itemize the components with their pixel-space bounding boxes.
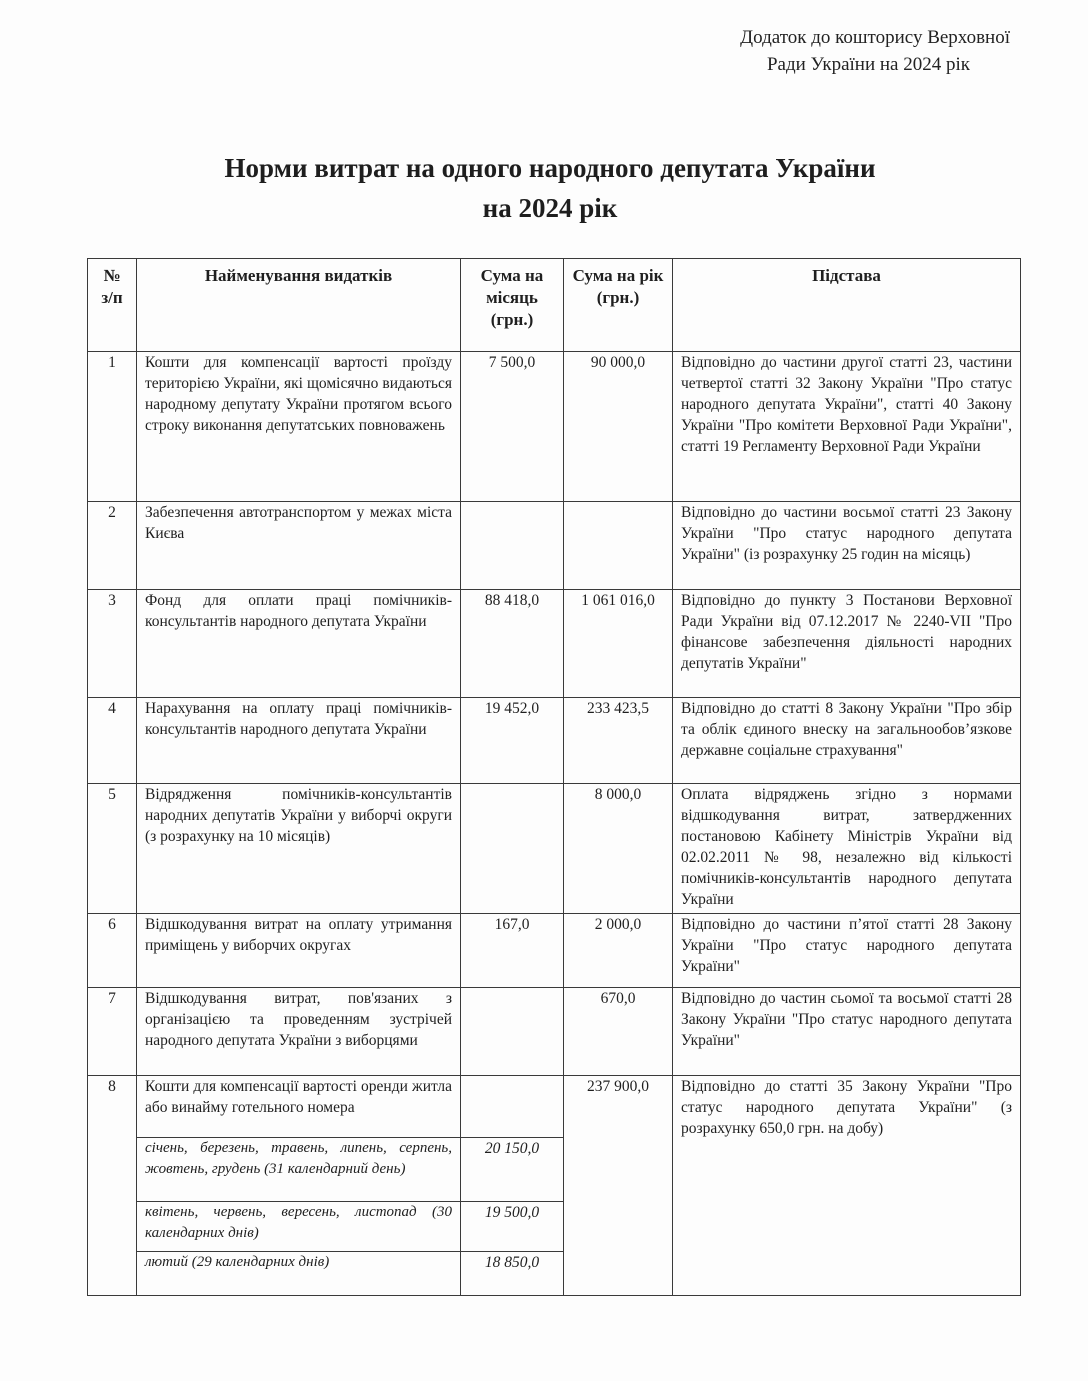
row-num: 5 xyxy=(88,784,137,914)
table-row xyxy=(88,784,1021,914)
row-year: 90 000,0 xyxy=(564,352,673,502)
sub-row-month-amount: 18 850,0 xyxy=(461,1252,564,1296)
row-year: 237 900,0 xyxy=(564,1076,673,1296)
norms-table xyxy=(87,258,1021,1296)
title-line-2: на 2024 рік xyxy=(482,193,618,223)
row-month xyxy=(461,1076,564,1138)
row-month: 19 452,0 xyxy=(461,698,564,784)
row-name: Кошти для компенсації вартості оренди житла або винайму готельного номера xyxy=(137,1076,461,1138)
header-num: № з/п xyxy=(88,259,137,352)
row-num: 4 xyxy=(88,698,137,784)
table-row xyxy=(88,502,1021,590)
row-name: Фонд для оплати праці помічників-консультантів народного депутата України xyxy=(137,590,461,698)
row-basis: Відповідно до частин сьомої та восьмої статті 28 Закону України "Про статус народного депутата України" xyxy=(673,988,1021,1076)
row-month: 88 418,0 xyxy=(461,590,564,698)
row-num: 2 xyxy=(88,502,137,590)
row-name: Відрядження помічників-консультантів народних депутатів України у виборчі округи (з розрахунку на 10 місяців) xyxy=(137,784,461,914)
table-row xyxy=(88,988,1021,1076)
row-name: Нарахування на оплату праці помічників-консультантів народного депутата України xyxy=(137,698,461,784)
row-year: 1 061 016,0 xyxy=(564,590,673,698)
document-title xyxy=(0,148,1088,228)
row-name: Відшкодування витрат на оплату утримання приміщень у виборчих округах xyxy=(137,914,461,988)
sub-row-month-amount: 20 150,0 xyxy=(461,1138,564,1202)
row-basis: Відповідно до частини п’ятої статті 28 Закону України "Про статус народного депутата України" xyxy=(673,914,1021,988)
sub-row-month-amount: 19 500,0 xyxy=(461,1202,564,1252)
title-line-1: Норми витрат на одного народного депутата України xyxy=(224,153,876,183)
row-month xyxy=(461,502,564,590)
header-name: Найменування видатків xyxy=(137,259,461,352)
row-basis: Відповідно до частини восьмої статті 23 Закону України "Про статус народного депутата України" (із розрахунку 25 годин на місяць) xyxy=(673,502,1021,590)
row-name: Відшкодування витрат, пов'язаних з організацією та проведенням зустрічей народного депутата України з виборцями xyxy=(137,988,461,1076)
sub-row-months: квітень, червень, вересень, листопад (30 календарних днів) xyxy=(137,1202,461,1252)
row-num: 3 xyxy=(88,590,137,698)
row-name: Кошти для компенсації вартості проїзду територією України, які щомісячно видаються народному депутату України протягом всього строку виконання депутатських повноважень xyxy=(137,352,461,502)
sub-row-months: лютий (29 календарних днів) xyxy=(137,1252,461,1296)
row-year: 233 423,5 xyxy=(564,698,673,784)
header-month: Сума на місяць (грн.) xyxy=(461,259,564,352)
sub-row-months: січень, березень, травень, липень, серпень, жовтень, грудень (31 календарний день) xyxy=(137,1138,461,1202)
row-basis: Відповідно до частини другої статті 23, частини четвертої статті 32 Закону України "Про статус народного депутата України", статті 40 Закону України "Про комітети Верховної Ради України", статті 19 Регламенту Верховної Ради України xyxy=(673,352,1021,502)
table-row-8 xyxy=(88,1076,1021,1138)
header-basis: Підстава xyxy=(673,259,1021,352)
appendix-line-1: Додаток до кошторису Верховної xyxy=(740,27,1010,48)
row-num: 7 xyxy=(88,988,137,1076)
appendix-note xyxy=(670,24,1010,78)
table-row xyxy=(88,698,1021,784)
row-year: 670,0 xyxy=(564,988,673,1076)
row-month: 7 500,0 xyxy=(461,352,564,502)
row-year xyxy=(564,502,673,590)
table-row xyxy=(88,914,1021,988)
row-num: 1 xyxy=(88,352,137,502)
row-num: 8 xyxy=(88,1076,137,1296)
row-year: 2 000,0 xyxy=(564,914,673,988)
row-basis: Відповідно до статті 35 Закону України "Про статус народного депутата України" (з розрахунку 650,0 грн. на добу) xyxy=(673,1076,1021,1296)
row-num: 6 xyxy=(88,914,137,988)
row-month: 167,0 xyxy=(461,914,564,988)
appendix-line-2: Ради України на 2024 рік xyxy=(766,54,970,75)
row-basis: Відповідно до пункту 3 Постанови Верховної Ради України від 07.12.2017 № 2240-VII "Про фінансове забезпечення діяльності народних депутатів України" xyxy=(673,590,1021,698)
table-header-row xyxy=(88,259,1021,352)
table-row xyxy=(88,590,1021,698)
row-month xyxy=(461,988,564,1076)
header-year: Сума на рік (грн.) xyxy=(564,259,673,352)
row-year: 8 000,0 xyxy=(564,784,673,914)
row-name: Забезпечення автотранспортом у межах міста Києва xyxy=(137,502,461,590)
row-basis: Відповідно до статті 8 Закону України "Про збір та облік єдиного внеску на загальнообов’язкове державне соціальне страхування" xyxy=(673,698,1021,784)
table-row xyxy=(88,352,1021,502)
row-basis: Оплата відряджень згідно з нормами відшкодування витрат, затвердженних постановою Кабінету Міністрів України від 02.02.2011 № 98, незалежно від кількості помічників-консультантів народного депутата України xyxy=(673,784,1021,914)
row-month xyxy=(461,784,564,914)
